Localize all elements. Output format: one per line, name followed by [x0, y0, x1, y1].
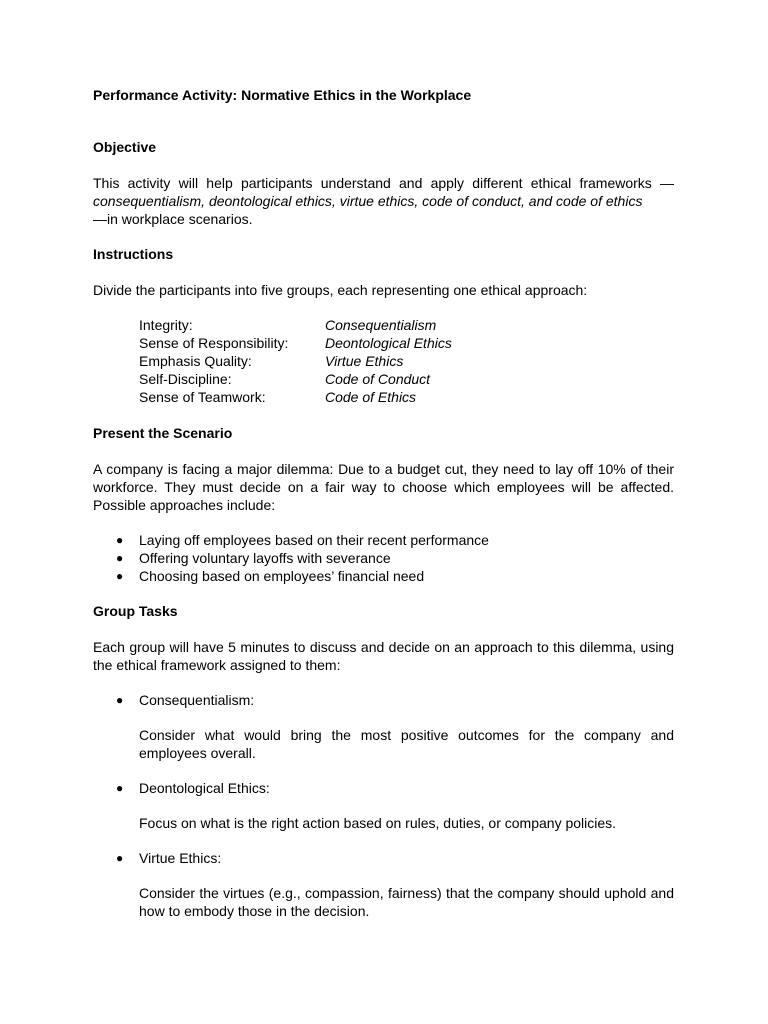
bullet-icon: ●	[116, 851, 124, 865]
bullet-icon: ●	[116, 551, 124, 565]
objective-frameworks-list: consequentialism, deontological ethics, virtue ethics, code of conduct, and code of ethics	[93, 193, 643, 209]
framework-label: Virtue Ethics	[325, 353, 404, 369]
task-description: Focus on what is the right action based on rules, duties, or company policies.	[139, 815, 617, 831]
task-description: Consider what would bring the most positive outcomes for the company and employees overall.	[139, 727, 674, 761]
instructions-intro: Divide the participants into five groups, each representing one ethical approach:	[93, 282, 588, 298]
trait-label: Sense of Responsibility:	[139, 335, 289, 351]
bullet-icon: ●	[116, 533, 124, 547]
group-tasks-intro: Each group will have 5 minutes to discuss and decide on an approach to this dilemma, using the ethical framework assigned to them:	[93, 639, 674, 673]
bullet-icon: ●	[116, 781, 124, 795]
instructions-heading: Instructions	[93, 246, 174, 262]
trait-label: Integrity:	[139, 317, 193, 333]
trait-framework-row	[139, 352, 674, 370]
task-item	[93, 779, 674, 832]
objective-text-end: —in workplace scenarios.	[93, 211, 253, 227]
task-item	[93, 691, 674, 762]
trait-label: Self-Discipline:	[139, 371, 232, 387]
task-description: Consider the virtues (e.g., compassion, fairness) that the company should uphold and how to embody those in the decision.	[139, 885, 674, 919]
group-tasks-heading: Group Tasks	[93, 603, 178, 619]
task-framework-name: Virtue Ethics:	[139, 850, 222, 866]
framework-label: Deontological Ethics	[325, 335, 452, 351]
task-item	[93, 849, 674, 920]
scenario-heading: Present the Scenario	[93, 425, 233, 441]
approaches-list	[93, 531, 674, 585]
document-title: Performance Activity: Normative Ethics in the Workplace	[93, 87, 472, 103]
objective-text-start: This activity will help participants understand and apply different ethical frameworks —	[93, 175, 674, 191]
trait-label: Emphasis Quality:	[139, 353, 252, 369]
trait-framework-row	[139, 370, 674, 388]
bullet-icon: ●	[116, 693, 124, 707]
approach-text: Laying off employees based on their recent performance	[139, 532, 489, 548]
trait-framework-list	[139, 316, 674, 406]
list-item	[93, 567, 674, 585]
trait-framework-row	[139, 316, 674, 334]
task-framework-name: Consequentialism:	[139, 692, 255, 708]
scenario-paragraph: A company is facing a major dilemma: Due to a budget cut, they need to lay off 10% of their workforce. They must decide on a fair way to choose which employees will be affected. Possible approaches include:	[93, 461, 674, 513]
objective-heading: Objective	[93, 139, 157, 155]
bullet-icon: ●	[116, 569, 124, 583]
approach-text: Offering voluntary layoffs with severance	[139, 550, 391, 566]
approach-text: Choosing based on employees’ financial need	[139, 568, 425, 584]
trait-label: Sense of Teamwork:	[139, 389, 266, 405]
framework-label: Code of Ethics	[325, 389, 417, 405]
task-framework-name: Deontological Ethics:	[139, 780, 270, 796]
objective-paragraph	[93, 174, 674, 228]
document-body	[93, 86, 674, 937]
framework-label: Consequentialism	[325, 317, 437, 333]
list-item	[93, 549, 674, 567]
framework-label: Code of Conduct	[325, 371, 431, 387]
list-item	[93, 531, 674, 549]
trait-framework-row	[139, 334, 674, 352]
trait-framework-row	[139, 388, 674, 406]
